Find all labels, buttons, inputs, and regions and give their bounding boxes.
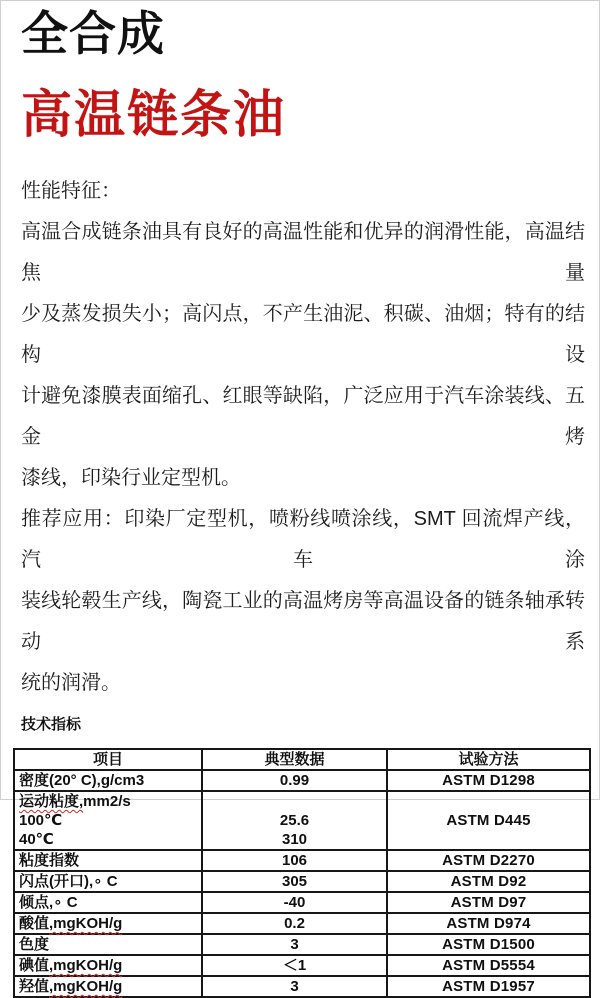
table-row-pour-point — [14, 892, 590, 913]
product-name-title: 高温链条油 — [21, 86, 287, 143]
item-cell: 密度(20° C),g/cm3 — [14, 770, 202, 791]
table-row-iodine-value — [14, 955, 590, 976]
method-cell: ASTM D2270 — [387, 850, 590, 871]
features-paragraph-line: 少及蒸发损失小；高闪点，不产生油泥、积碳、油烟；特有的结构设 — [21, 303, 585, 366]
method-cell: ASTM D445 — [387, 791, 590, 850]
item-cell: 倾点,∘ C — [14, 892, 202, 913]
body-text — [21, 171, 585, 704]
table-row-acid-value — [14, 913, 590, 934]
viscosity-value-40c: 310 — [281, 831, 308, 848]
applications-paragraph-line: 装线轮毂生产线，陶瓷工业的高温烤房等高温设备的链条轴承转动系 — [21, 590, 585, 653]
applications-paragraph-line: 推荐应用：印染厂定型机，喷粉线喷涂线，SMT 回流焊产线，汽车涂 — [21, 508, 585, 571]
value-cell: 106 — [202, 850, 387, 871]
item-cell: 羟值,mgKOH/g — [14, 976, 202, 997]
method-cell: ASTM D1500 — [387, 934, 590, 955]
features-paragraph-line: 漆线，印染行业定型机。 — [21, 467, 241, 489]
applications-paragraph-line: 统的润滑。 — [21, 672, 121, 694]
table-row-color — [14, 934, 590, 955]
table-row-viscosity — [14, 791, 590, 850]
value-cell: 305 — [202, 871, 387, 892]
viscosity-value-blank — [207, 792, 382, 811]
features-heading: 性能特征： — [21, 180, 121, 202]
table-header-row — [14, 749, 590, 770]
value-cell: 0.99 — [202, 770, 387, 791]
item-cell: 粘度指数 — [14, 850, 202, 871]
table-row-viscosity-index — [14, 850, 590, 871]
item-cell: 闪点(开口),∘ C — [14, 871, 202, 892]
item-cell — [14, 791, 202, 850]
viscosity-value-100c: 25.6 — [279, 812, 310, 829]
value-cell: -40 — [202, 892, 387, 913]
viscosity-100c-line: 100℃ — [19, 812, 63, 829]
value-cell — [202, 791, 387, 850]
table-row-flash-point — [14, 871, 590, 892]
header-test-method: 试验方法 — [387, 749, 590, 770]
method-cell: ASTM D5554 — [387, 955, 590, 976]
table-row-hydroxyl-value — [14, 976, 590, 997]
viscosity-label-line: 运动粘度,mm2/s — [19, 793, 131, 810]
value-cell: 3 — [202, 934, 387, 955]
header-item: 项目 — [14, 749, 202, 770]
product-series-title: 全合成 — [21, 7, 165, 60]
method-cell: ASTM D1298 — [387, 770, 590, 791]
method-cell: ASTM D1957 — [387, 976, 590, 997]
spec-table — [13, 748, 591, 998]
value-cell: 3 — [202, 976, 387, 997]
method-cell: ASTM D92 — [387, 871, 590, 892]
viscosity-40c-line: 40℃ — [19, 831, 54, 848]
table-row-density — [14, 770, 590, 791]
value-cell: ＜1 — [202, 955, 387, 976]
features-paragraph-line: 计避免漆膜表面缩孔、红眼等缺陷，广泛应用于汽车涂装线、五金烤 — [21, 385, 585, 448]
item-cell: 酸值,mgKOH/g — [14, 913, 202, 934]
item-cell: 碘值,mgKOH/g — [14, 955, 202, 976]
method-cell: ASTM D974 — [387, 913, 590, 934]
value-cell: 0.2 — [202, 913, 387, 934]
item-cell: 色度 — [14, 934, 202, 955]
header-typical-data: 典型数据 — [202, 749, 387, 770]
table-caption: 技术指标 — [21, 716, 82, 733]
features-paragraph-line: 高温合成链条油具有良好的高温性能和优异的润滑性能，高温结焦量 — [21, 221, 585, 284]
method-cell: ASTM D97 — [387, 892, 590, 913]
